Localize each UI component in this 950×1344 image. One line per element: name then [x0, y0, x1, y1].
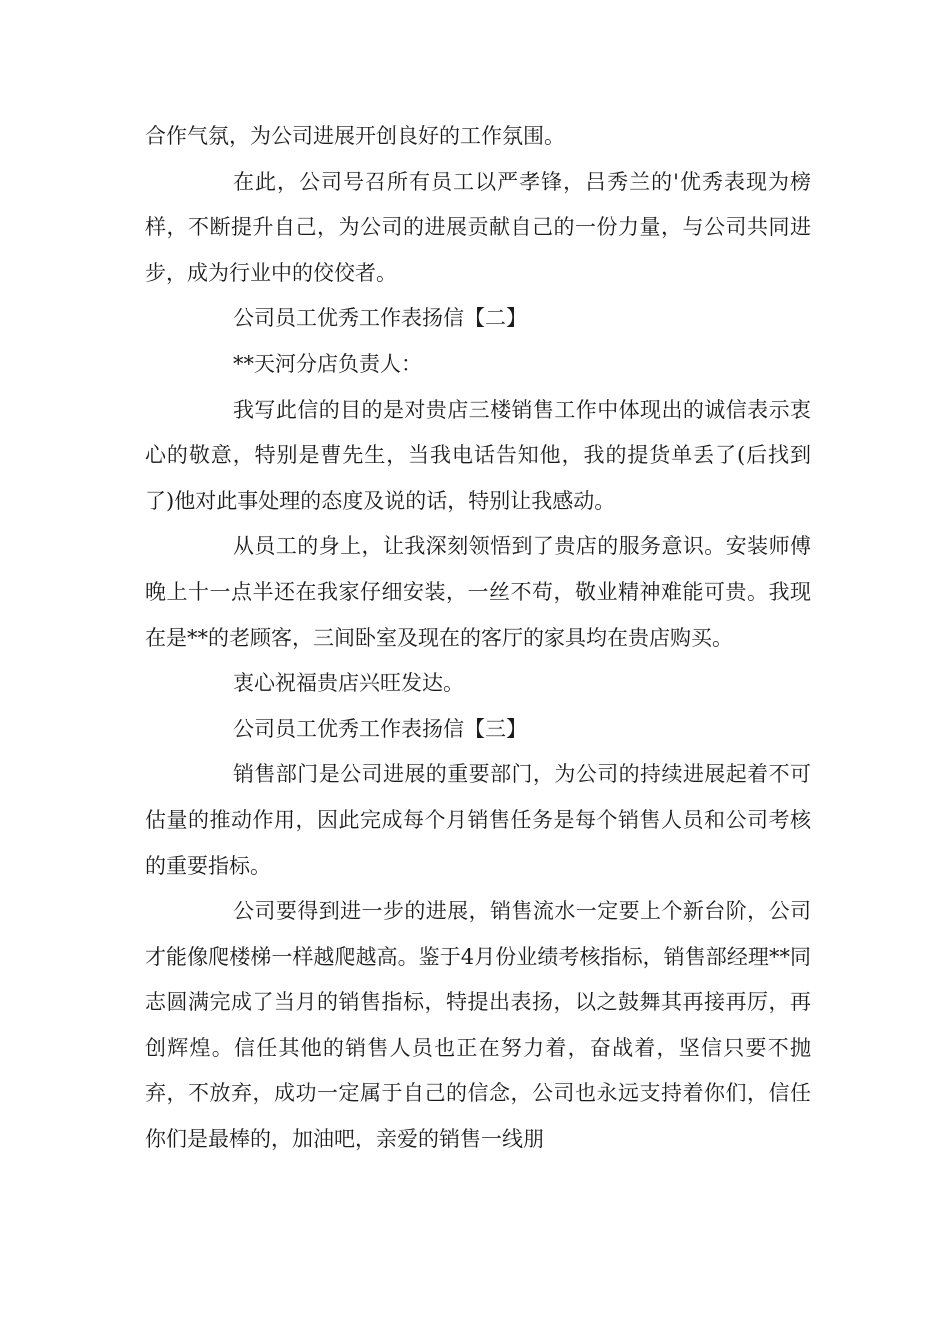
- section-heading-two: 公司员工优秀工作表扬信【二】: [233, 306, 527, 331]
- paragraph-sales-praise: 公司要得到进一步的进展，销售流水一定要上个新台阶，公司才能像爬楼梯一样越爬越高。鉴于4月份业绩考核指标，销售部经理**同志圆满完成了当月的销售指标，特提出表扬，以之鼓舞其再接再厉，再创辉煌。信任其他的销售人员也正在努力着，奋战着，坚信只要不抛弃，不放弃，成功一定属于自己的信念，公司也永远支持着你们，信任你们是最棒的，加油吧，亲爱的销售一线朋: [145, 899, 811, 1152]
- paragraph-blessing: 衷心祝福贵店兴旺发达。: [233, 671, 464, 696]
- document-body: [145, 114, 811, 1163]
- section-heading-three: 公司员工优秀工作表扬信【三】: [233, 716, 527, 741]
- paragraph-letter-purpose: 我写此信的目的是对贵店三楼销售工作中体现出的诚信表示衷心的敬意，特别是曹先生，当我电话告知他，我的提货单丢了(后找到了)他对此事处理的态度及说的话，特别让我感动。: [145, 397, 811, 513]
- paragraph-sales-department: 销售部门是公司进展的重要部门，为公司的持续进展起着不可估量的推动作用，因此完成每个月销售任务是每个销售人员和公司考核的重要指标。: [145, 762, 811, 878]
- paragraph-call-to-action: 在此，公司号召所有员工以严孝锋，吕秀兰的'优秀表现为榜样，不断提升自己，为公司的进展贡献自己的一份力量，与公司共同进步，成为行业中的佼佼者。: [145, 169, 811, 285]
- paragraph-continuation: 合作气氛，为公司进展开创良好的工作氛围。: [145, 124, 565, 148]
- paragraph-service-awareness: 从员工的身上，让我深刻领悟到了贵店的服务意识。安装师傅晚上十一点半还在我家仔细安装，一丝不苟，敬业精神难能可贵。我现在是**的老顾客，三间卧室及现在的客厅的家具均在贵店购买。: [145, 534, 811, 650]
- letter-salutation: **天河分店负责人：: [233, 351, 422, 376]
